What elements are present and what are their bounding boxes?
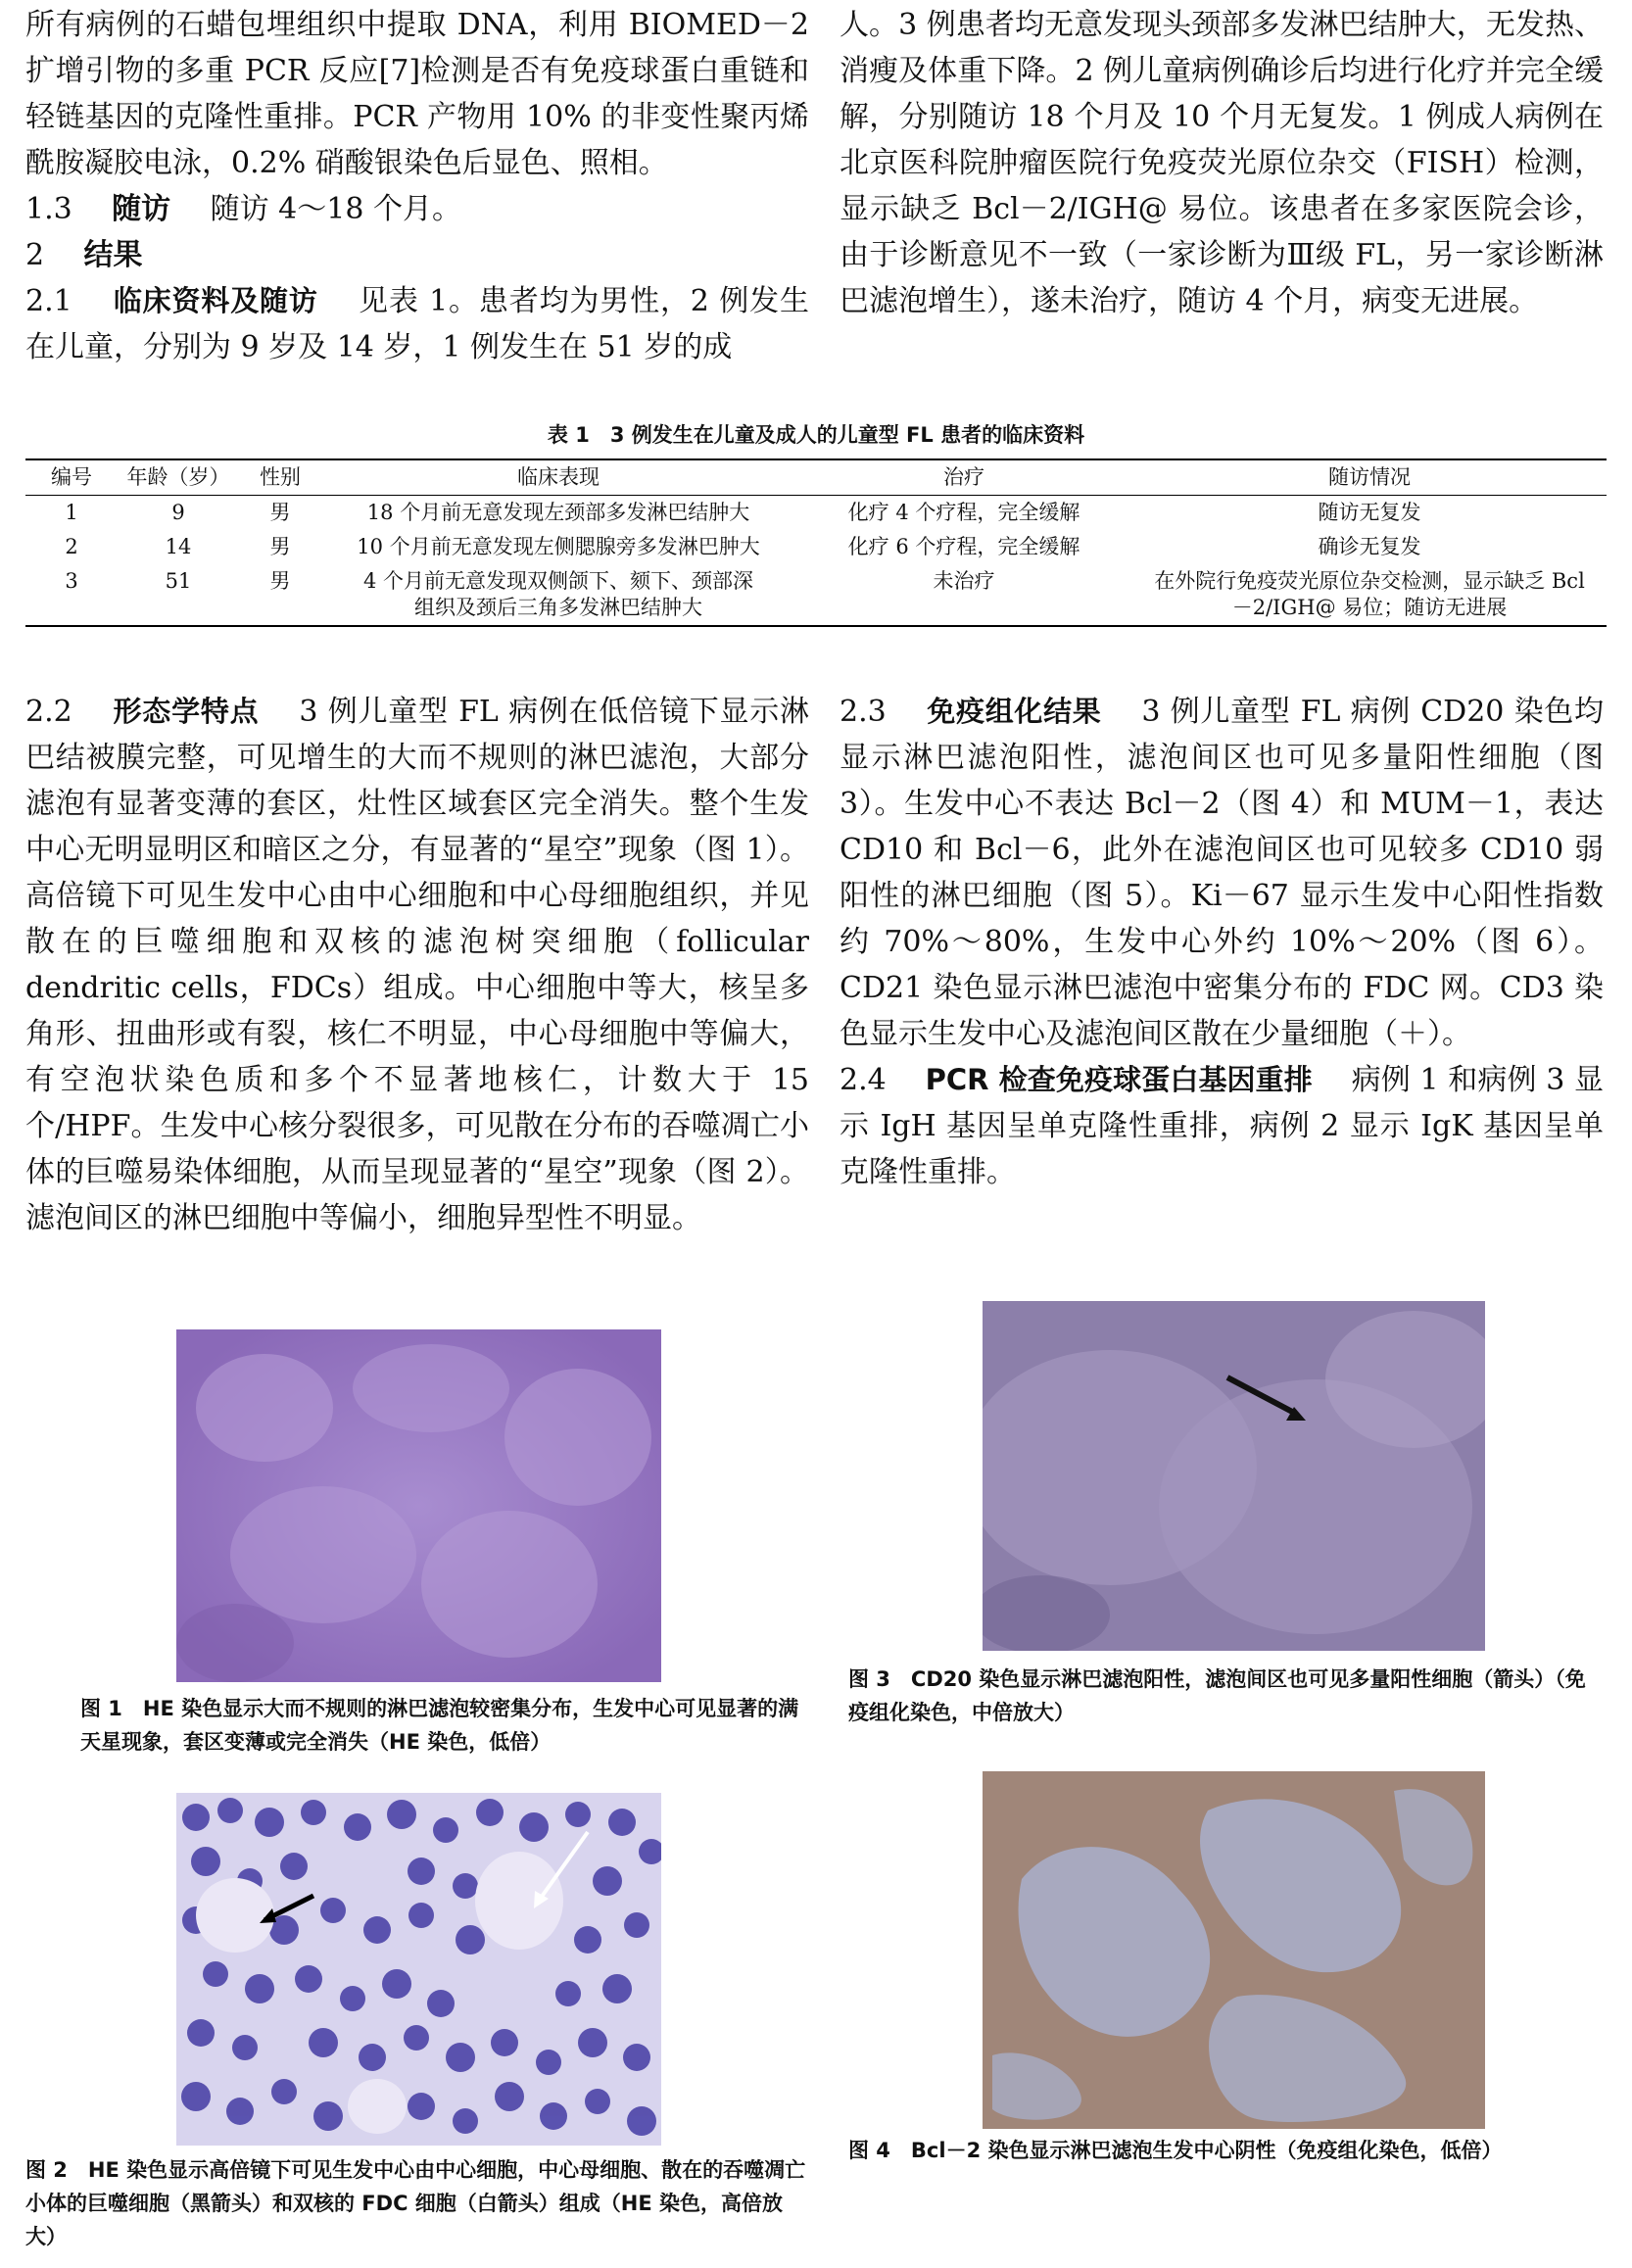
figure-2-image [176, 1793, 661, 2146]
table-row [25, 530, 1607, 564]
cd20-micrograph [983, 1301, 1485, 1651]
section-1-3-heading: 1.3 随访 随访 4～18 个月。 [25, 192, 461, 226]
table-cell: 在外院行免疫荧光原位杂交检测，显示缺乏 Bcl－2/IGH@ 易位；随访无进展 [1132, 564, 1607, 626]
figure-3-caption: 图 3 CD20 染色显示淋巴滤泡阳性，滤泡间区也可见多量阳性细胞（箭头）（免疫组化染色，中倍放大） [848, 1667, 1586, 1724]
table-cell: 14 [165, 535, 192, 558]
he-high-micrograph [176, 1793, 661, 2146]
methods-paragraph: 所有病例的石蜡包埋组织中提取 DNA，利用 BIOMED－2 扩增引物的多重 PCR 反应[7]检测是否有免疫球蛋白重链和轻链基因的克隆性重排。PCR 产物用 10% 的非变性聚丙烯酰胺凝胶电泳，0.2% 硝酸银染色后显色、照相。 [25, 8, 809, 180]
table-row [25, 564, 1607, 626]
section-2-heading: 2 结果 [25, 238, 143, 272]
table-cell: 10 个月前无意发现左侧腮腺旁多发淋巴肿大 [357, 535, 760, 558]
table-cell: 3 [25, 564, 118, 626]
clinical-paragraph: 人。3 例患者均无意发现头颈部多发淋巴结肿大，无发热、消瘦及体重下降。2 例儿童病例确诊后均进行化疗并完全缓解，分别随访 18 个月及 10 个月无复发。1 例成人病例在北京医科院肿瘤医院行免疫荧光原位杂交（FISH）检测，显示缺乏 Bcl－2/IGH@ 易位。该患者在多家医院会诊，由于诊断意见不一致（一家诊断为Ⅲ级 FL，另一家诊断淋巴滤泡增生），遂未治疗，随访 4 个月，病变无进展。 [840, 8, 1604, 318]
section-2-1-paragraph: 2.1 临床资料及随访 见表 1。患者均为男性，2 例发生在儿童，分别为 9 岁及 14 岁，1 例发生在 51 岁的成 [25, 284, 809, 364]
figure-1-image [176, 1329, 661, 1682]
section-2-2-paragraph: 2.2 形态学特点 3 例儿童型 FL 病例在低倍镜下显示淋巴结被膜完整，可见增生的大而不规则的淋巴滤泡，大部分滤泡有显著变薄的套区，灶性区域套区完全消失。整个生发中心无明显明区和暗区之分，有显著的“星空”现象（图 1）。高倍镜下可见生发中心由中心细胞和中心母细胞组织，并见散在的巨噬细胞和双核的滤泡树突细胞（follicular dendritic cells，FDCs）组成。中心细胞中等大，核呈多角形、扭曲形或有裂，核仁不明显，中心母细胞中等偏大，有空泡状染色质和多个不显著地核仁，计数大于 15 个/HPF。生发中心核分裂很多，可见散在分布的吞噬凋亡小体的巨噬易染体细胞，从而呈现显著的“星空”现象（图 2）。滤泡间区的淋巴细胞中等偏小，细胞异型性不明显。 [25, 695, 809, 1235]
figure-4-caption: 图 4 Bcl－2 染色显示淋巴滤泡生发中心阴性（免疫组化染色，低倍） [848, 2139, 1503, 2162]
bottom-left-column [25, 689, 809, 1241]
table-cell: 男 [269, 535, 291, 558]
table-header-row [25, 459, 1607, 496]
table-cell: 4 个月前无意发现双侧颌下、颏下、颈部深组织及颈后三角多发淋巴结肿大 [321, 564, 795, 626]
table-cell: 9 [171, 501, 185, 524]
table-header: 年龄（岁） [118, 459, 239, 496]
table-caption: 表 1 3 例发生在儿童及成人的儿童型 FL 患者的临床资料 [547, 423, 1085, 447]
table-header: 编号 [25, 459, 118, 496]
table-cell: 1 [65, 501, 78, 524]
table-cell: 随访无复发 [1318, 501, 1421, 524]
table-cell: 18 个月前无意发现左颈部多发淋巴结肿大 [366, 501, 750, 524]
table-cell: 51 [118, 564, 239, 626]
table-cell: 化疗 4 个疗程，完全缓解 [847, 501, 1080, 524]
table-cell: 男 [239, 564, 321, 626]
table-cell: 未治疗 [795, 564, 1132, 626]
table-header: 临床表现 [321, 459, 795, 496]
figure-4-image [983, 1771, 1485, 2129]
figure-3-image [983, 1301, 1485, 1651]
table-header: 治疗 [795, 459, 1132, 496]
bottom-right-column [840, 689, 1604, 1195]
table-row [25, 496, 1607, 531]
table-cell: 2 [65, 535, 78, 558]
section-2-4-paragraph: 2.4 PCR 检查免疫球蛋白基因重排 病例 1 和病例 3 显示 IgH 基因呈单克隆性重排，病例 2 显示 IgK 基因呈单克隆性重排。 [840, 1063, 1604, 1189]
he-low-micrograph [176, 1329, 661, 1682]
figure-1-caption: 图 1 HE 染色显示大而不规则的淋巴滤泡较密集分布，生发中心可见显著的满天星现象，套区变薄或完全消失（HE 染色，低倍） [80, 1697, 799, 1754]
figure-2-caption: 图 2 HE 染色显示高倍镜下可见生发中心由中心细胞，中心母细胞、散在的吞噬凋亡小体的巨噬细胞（黑箭头）和双核的 FDC 细胞（白箭头）组成（HE 染色，高倍放大） [25, 2158, 806, 2248]
clinical-table [25, 458, 1607, 627]
table-header: 性别 [239, 459, 321, 496]
top-right-column [840, 2, 1604, 324]
top-left-column [25, 2, 809, 370]
table-header: 随访情况 [1132, 459, 1607, 496]
table-cell: 化疗 6 个疗程，完全缓解 [847, 535, 1080, 558]
bcl2-micrograph [983, 1771, 1485, 2129]
table-cell: 确诊无复发 [1318, 535, 1421, 558]
section-2-3-paragraph: 2.3 免疫组化结果 3 例儿童型 FL 病例 CD20 染色均显示淋巴滤泡阳性，滤泡间区也可见多量阳性细胞（图 3）。生发中心不表达 Bcl－2（图 4）和 MUM－1，表达 CD10 和 Bcl－6，此外在滤泡间区也可见较多 CD10 弱阳性的淋巴细胞（图 5）。Ki－67 显示生发中心阳性指数约 70%～80%，生发中心外约 10%～20%（图 6）。CD21 染色显示淋巴滤泡中密集分布的 FDC 网。CD3 染色显示生发中心及滤泡间区散在少量细胞（＋）。 [840, 695, 1604, 1051]
table-cell: 男 [269, 501, 291, 524]
